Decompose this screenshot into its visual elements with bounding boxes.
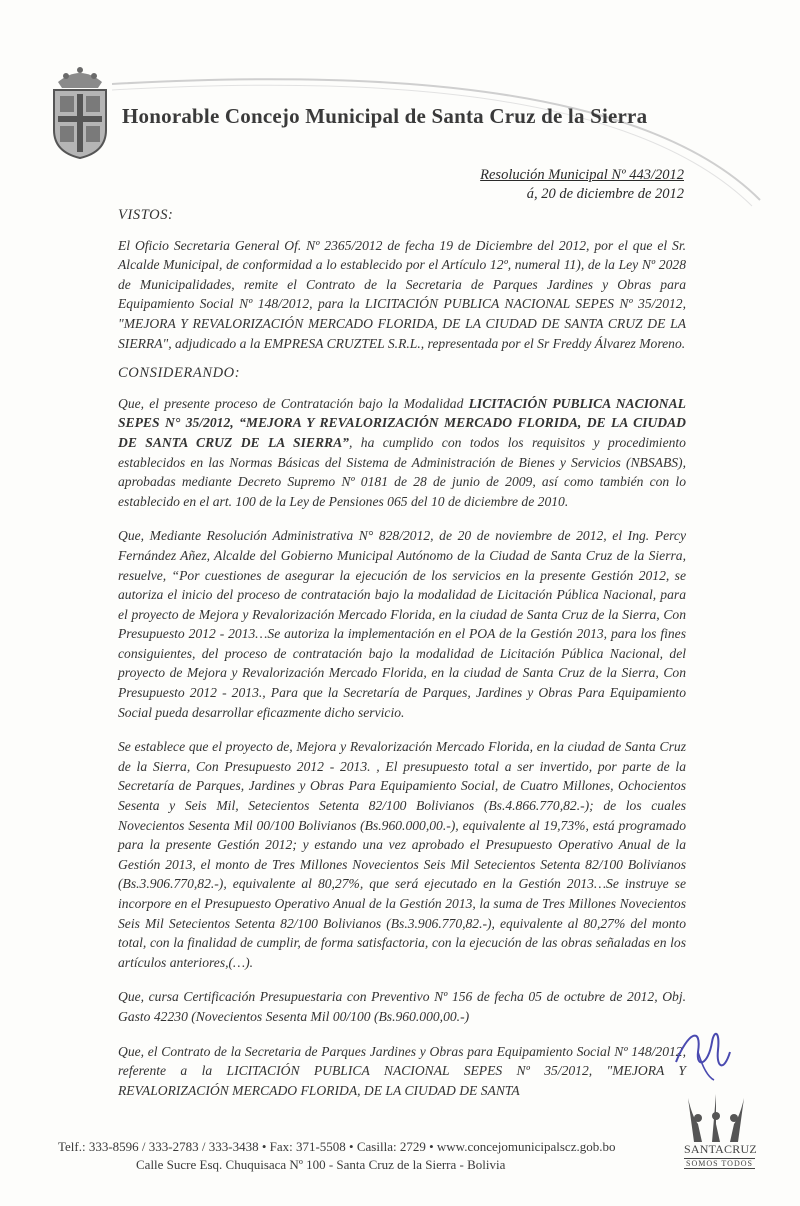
signature-mark bbox=[668, 1022, 748, 1084]
considerando-paragraph-5: Que, el Contrato de la Secretaria de Parques Jardines y Obras para Equipamiento Social Nº 148/2012, referente a la LICITACIÓN PUBLICA NACIONAL SEPES Nº 35/2012, "MEJORA Y REVALORIZACIÓN MERCADO FLORIDA, DE LA CIUDAD DE SANTA bbox=[118, 1043, 686, 1098]
resolution-reference: Resolución Municipal Nº 443/2012 bbox=[480, 167, 684, 183]
considerando-paragraph-2: Que, Mediante Resolución Administrativa N° 828/2012, de 20 de noviembre de 2012, el Ing. Percy Fernández Añez, Alcalde del Gobierno Municipal Autónomo de la Ciudad de Santa Cruz de la Sierra, resuelve, “Por cuestiones de asegurar la ejecución de los servicios en la presente Gestión 2012, se autoriza el inicio del proceso de contratación bajo la modalidad de Licitación Pública Nacional, para el proyecto de Mejora y Revalorización Mercado Florida, en la ciudad de Santa Cruz de la Sierra, Con Presupuesto 2012 - 2013…Se autoriza la implementación en el POA de la Gestión 2013, para los fines consiguientes, del proceso de contratación bajo la modalidad de Licitación Pública Nacional, del proyecto de Mejora y Revalorización Mercado Florida, en la ciudad de Santa Cruz de la Sierra, Con Presupuesto 2012 - 2013., Para que la Secretaría de Parques, Jardines y Obras Para Equipamiento Social pueda desarrollar eficazmente dicho servicio. bbox=[118, 528, 686, 720]
considerando-paragraph-4: Que, cursa Certificación Presupuestaria con Preventivo Nº 156 de fecha 05 de octubre de 2012, Obj. Gasto 42230 (Novecientos Sesenta Mil 00/100 (Bs.960.000,00.-) bbox=[118, 989, 686, 1024]
resolution-date: á, 20 de diciembre de 2012 bbox=[526, 186, 684, 202]
brand-slogan: SOMOS TODOS bbox=[686, 1159, 753, 1168]
coat-of-arms-icon bbox=[48, 60, 112, 160]
p1-bold-title: LICITACIÓN PUBLICA NACIONAL SEPES N° 35/2012, “MEJORA Y REVALORIZACIÓN MERCADO FLORIDA, DE LA CIUDAD DE SANTA CRUZ DE LA SIERRA” bbox=[118, 395, 686, 450]
p1-rest: , ha cumplido con todos los requisitos y procedimiento establecidos en las Normas Básicas del Sistema de Administración de Bienes y Servicios (NBSABS), aprobadas mediante Decreto Supremo Nº 0181 de 28 de junio de 2009, así como también con lo establecido en el art. 100 de la Ley de Pensiones 065 del 10 de diciembre de 2010. bbox=[118, 434, 686, 509]
vistos-heading: VISTOS: bbox=[118, 207, 174, 223]
footer-contact-line: Telf.: 333-8596 / 333-2783 / 333-3438 • Fax: 371-5508 • Casilla: 2729 • www.concejomunicipalscz.gob.bo bbox=[58, 1139, 616, 1154]
considerando-paragraph-1 bbox=[118, 394, 686, 512]
considerando-heading: CONSIDERANDO: bbox=[118, 365, 241, 382]
footer-address-line: Calle Sucre Esq. Chuquisaca Nº 100 - Santa Cruz de la Sierra - Bolivia bbox=[136, 1157, 506, 1172]
vistos-paragraph: El Oficio Secretaria General Of. Nº 2365/2012 de fecha 19 de Diciembre del 2012, por el que el Sr. Alcalde Municipal, de conformidad a lo establecido por el Artículo 12º, numeral 11), de la Ley Nº 2028 de Municipalidades, remite el Contrato de la Secretaria de Parques Jardines y Obras para Equipamiento Social Nº 148/2012, para la LICITACIÓN PUBLICA NACIONAL SEPES Nº 35/2012, "MEJORA Y REVALORIZACIÓN MERCADO FLORIDA, DE LA CIUDAD DE SANTA CRUZ DE LA SIERRA", adjudicado a la EMPRESA CRUZTEL S.R.L., representada por el Sr Freddy Álvarez Moreno. bbox=[118, 237, 686, 351]
footer-contact bbox=[58, 1138, 615, 1174]
p1-lead: Que, el presente proceso de Contratación bajo la Modalidad bbox=[118, 395, 469, 411]
resolution-block bbox=[480, 166, 684, 204]
brand-name: SANTACRUZ bbox=[684, 1142, 757, 1156]
organization-title: Honorable Concejo Municipal de Santa Cruz de la Sierra bbox=[122, 104, 648, 128]
considerando-paragraph-3: Se establece que el proyecto de, Mejora y Revalorización Mercado Florida, en la ciudad de Santa Cruz de la Sierra, Con Presupuesto 2012 - 2013. , El presupuesto total a ser invertido, por parte de la Secretaría de Parques, Jardines y Obras Para Equipamiento Social, de Cuatro Millones, Ochocientos Sesenta y Seis Mil, Setecientos Setenta 82/100 Bolivianos (Bs.4.866.770,82.-); de los cuales Novecientos Sesenta Mil 00/100 Bolivianos (Bs.960.000,00.-), equivalente al 19,73%, está programado para la presente Gestión 2012; y estando una vez aprobado el Presupuesto Operativo Anual de la Gestión 2013, el monto de Tres Millones Novecientos Seis Mil Setecientos Setenta 82/100 Bolivianos (Bs.3.906.770,82.-), equivalente al 80,27%, que será ejecutado en la Gestión 2013…Se instruye se incorpore en el Presupuesto Operativo Anual de la Gestión 2013, la suma de Tres Millones Novecientos Seis Mil Setecientos Setenta 82/100 Bolivianos (Bs.3.906.770,82.-), equivalente al 80,27% del monto total, con la finalidad de cumplir, de forma satisfactoria, con la ejecución de las obras señaladas en los artículos anteriores,(…). bbox=[118, 739, 686, 970]
document-body bbox=[118, 206, 686, 1115]
